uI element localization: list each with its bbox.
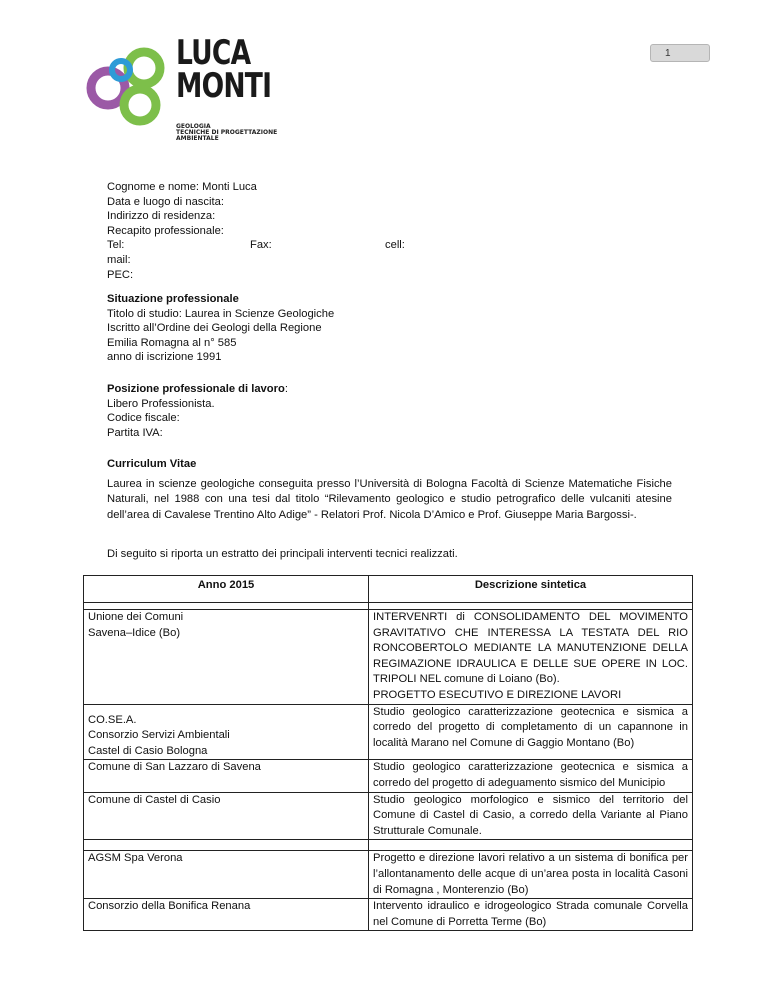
tel-label: Tel: <box>107 239 125 252</box>
description-cell <box>369 610 693 705</box>
cell-label: cell: <box>385 239 405 252</box>
client-cell: AGSM Spa Verona <box>84 851 369 899</box>
table-header-row <box>84 576 693 603</box>
spacer-cell <box>369 603 693 610</box>
description-cell: Studio geologico caratterizzazione geotecnica e sismica a corredo del progetto di completamento di un capannone in località Marano nel Comune di Gaggio Montano (Bo) <box>369 704 693 760</box>
logo-name-line1: LUCA <box>176 33 251 73</box>
client-cell <box>84 610 369 705</box>
client-cell: Comune di Castel di Casio <box>84 792 369 840</box>
table-row <box>84 792 693 840</box>
col-year-header: Anno 2015 <box>84 576 369 603</box>
spacer-cell <box>369 840 693 851</box>
cv-intro: Di seguito si riporta un estratto dei principali interventi tecnici realizzati. <box>107 548 458 560</box>
contact-line <box>107 238 405 253</box>
description-cell: Studio geologico caratterizzazione geotecnica e sismica a corredo del progetto di adeguamento sismico del Municipio <box>369 760 693 792</box>
situation-section <box>107 292 334 365</box>
logo-subtitle-line: TECNICHE DI PROGETTAZIONE <box>176 129 278 136</box>
position-line: Codice fiscale: <box>107 412 180 425</box>
position-heading-line <box>107 382 288 397</box>
description-cell: Studio geologico morfologico e sismico del territorio del Comune di Castel di Casio, a corredo della Variante al Piano Strutturale Comunale. <box>369 792 693 840</box>
client-cell: Consorzio della Bonifica Renana <box>84 899 369 931</box>
mail-line: mail: <box>107 253 131 266</box>
personal-info <box>107 180 405 282</box>
logo-subtitle-line: AMBIENTALE <box>176 135 219 142</box>
logo-subtitle-line: GEOLOGIA <box>176 123 211 130</box>
pec-line: PEC: <box>107 268 134 281</box>
description-cell: Progetto e direzione lavori relativo a un sistema di bonifica per l’allontanamento delle acque di un’area posta in località Casoni di Romagna , Monterenzio (Bo) <box>369 851 693 899</box>
cv-text: Laurea in scienze geologiche conseguita presso l’Università di Bologna Facoltà di Scienze Matematiche Fisiche Naturali, nel 1988 con una tesi dal titolo “Rilevamento geologico e studio petrografico delle vulcaniti atesine dell’area di Cavalese Trentino Alto Adige” - Relatori Prof. Nicola D’Amico e Prof. Giuseppe Maria Bargossi-. <box>107 478 672 521</box>
table-row <box>84 704 693 760</box>
cv-heading-block <box>107 457 196 472</box>
table-row <box>84 851 693 899</box>
table-row <box>84 610 693 705</box>
cell-gap <box>88 705 364 713</box>
table-row <box>84 899 693 931</box>
logo-subtitle <box>176 124 277 142</box>
client-line: Unione dei Comuni <box>88 611 184 623</box>
situation-line: Iscritto all’Ordine dei Geologi della Regione <box>107 322 322 335</box>
position-heading: Posizione professionale di lavoro <box>107 383 285 395</box>
description-cell: Intervento idraulico e idrogeologico Strada comunale Corvella nel Comune di Porretta Terme (Bo) <box>369 899 693 931</box>
client-cell: Comune di San Lazzaro di Savena <box>84 760 369 792</box>
situation-heading: Situazione professionale <box>107 293 239 305</box>
works-table <box>83 575 693 931</box>
page-number: 1 <box>650 44 710 62</box>
position-section <box>107 382 288 440</box>
client-line: Savena–Idice (Bo) <box>88 626 181 639</box>
table-row <box>84 760 693 792</box>
situation-line: anno di iscrizione 1991 <box>107 351 222 364</box>
name-line: Cognome e nome: Monti Luca <box>107 181 257 193</box>
situation-line: Emilia Romagna al n° 585 <box>107 336 237 349</box>
cv-heading: Curriculum Vitae <box>107 458 197 470</box>
position-heading-colon: : <box>284 383 288 395</box>
client-cell <box>84 704 369 760</box>
client-line: Consorzio Servizi Ambientali <box>88 729 230 742</box>
spacer-cell <box>84 840 369 851</box>
office-line: Recapito professionale: <box>107 224 224 237</box>
logo-name-line2: MONTI <box>176 66 272 106</box>
fax-label: Fax: <box>250 239 272 252</box>
client-line: CO.SE.A. <box>88 713 137 726</box>
col-description-header: Descrizione sintetica <box>369 576 693 603</box>
description-text: INTERVENRTI di CONSOLIDAMENTO DEL MOVIMENTO GRAVITATIVO CHE INTERESSA LA TESTATA DEL RIO RONCOBERTOLO MEDIANTE LA MANUTENZIONE DELLA REGIMAZIONE IDRAULICA E DELLE SUE OPERE IN LOC. TRIPOLI NEL comune di Loiano (Bo). <box>373 611 688 686</box>
description-text: PROGETTO ESECUTIVO E DIREZIONE LAVORI <box>373 688 622 701</box>
table-spacer <box>84 840 693 851</box>
address-line: Indirizzo di residenza: <box>107 210 216 223</box>
table-spacer <box>84 603 693 610</box>
situation-line: Titolo di studio: Laurea in Scienze Geologiche <box>107 307 335 320</box>
position-line: Libero Professionista. <box>107 397 215 410</box>
spacer-cell <box>84 603 369 610</box>
client-line: Castel di Casio Bologna <box>88 744 208 757</box>
birth-line: Data e luogo di nascita: <box>107 195 224 208</box>
blue-ring <box>112 61 130 79</box>
logo-wordmark <box>176 33 272 106</box>
green-ring-bottom <box>124 89 156 121</box>
position-line: Partita IVA: <box>107 426 163 439</box>
